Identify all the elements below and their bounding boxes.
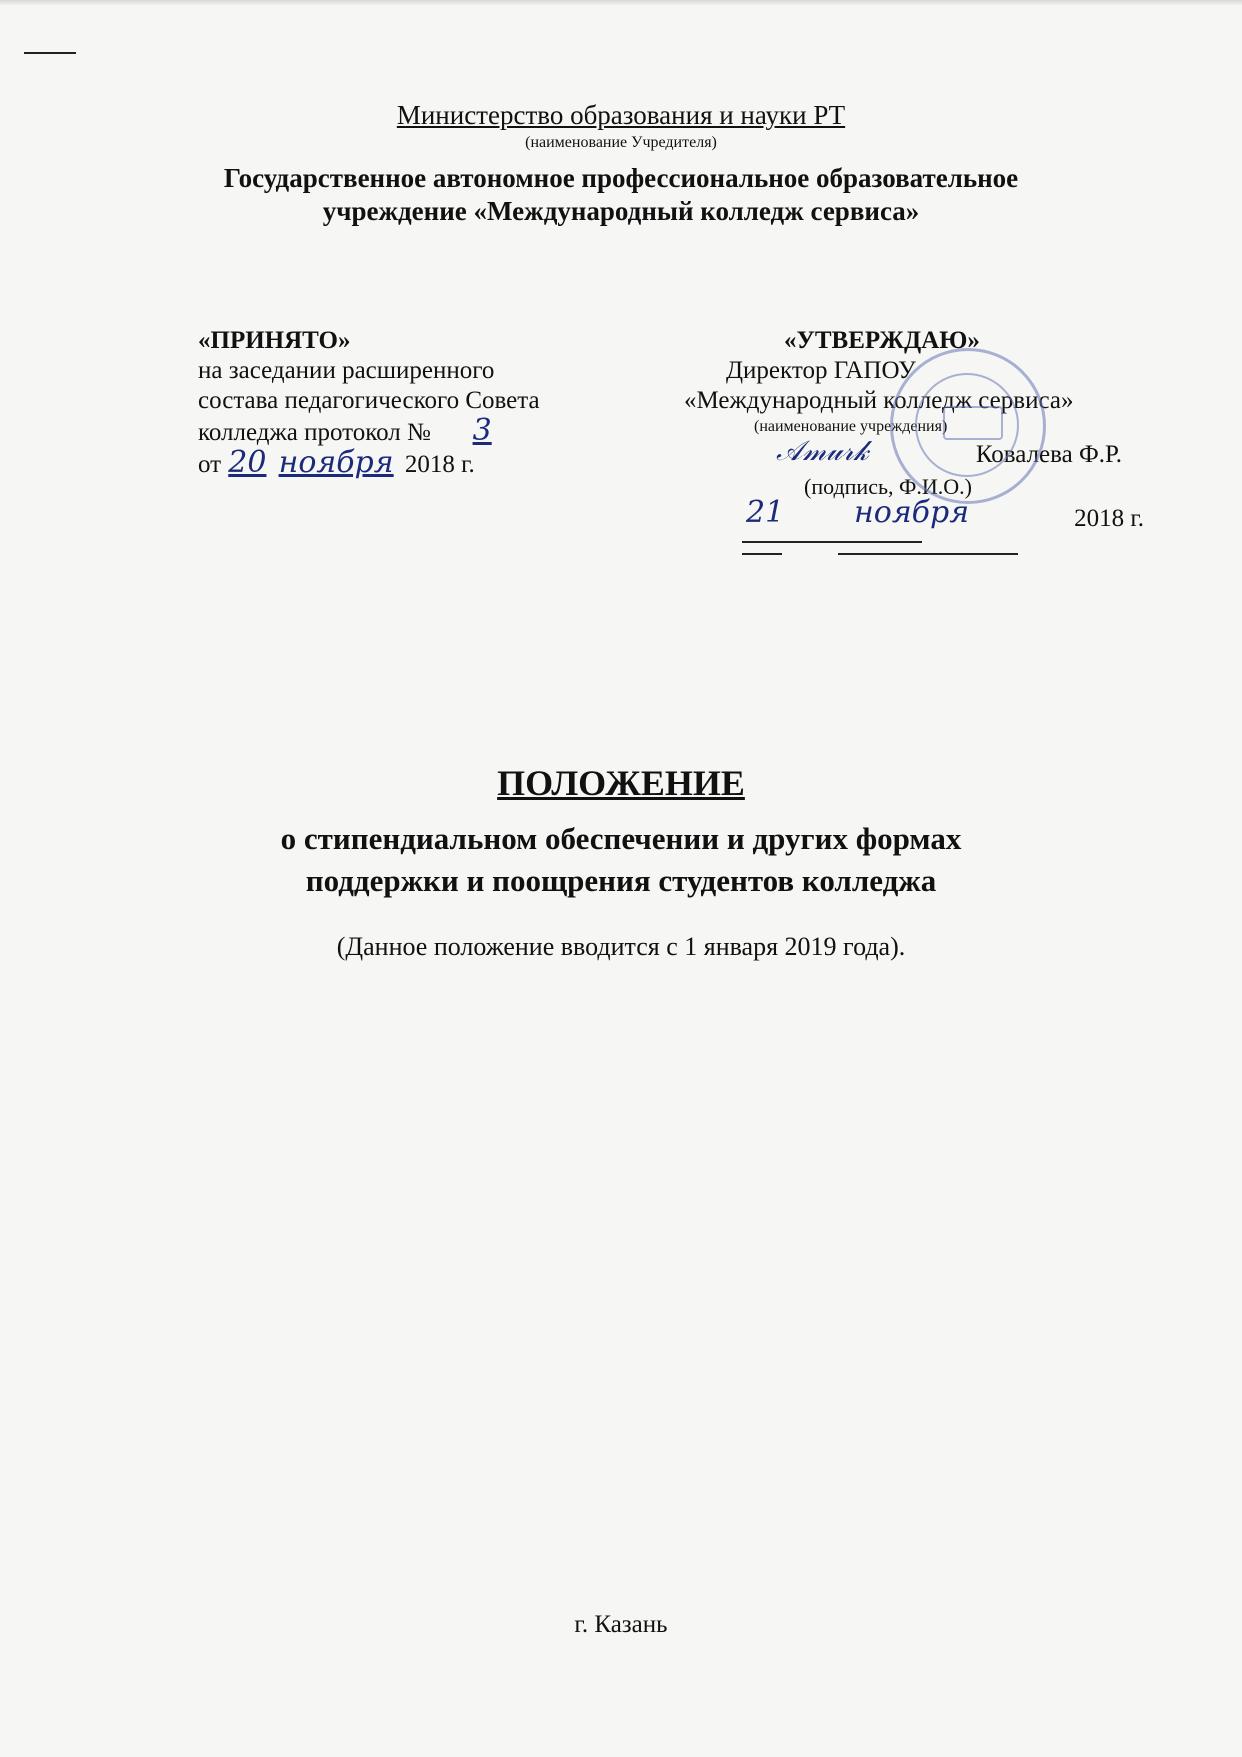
approved-day: 21 [746,495,785,530]
founder-caption: (наименование Учредителя) [525,134,717,151]
approved-heading: «УТВЕРЖДАЮ» [784,327,980,354]
college-seal [890,348,1046,504]
accepted-date-line [198,445,628,480]
approved-month-underline [838,553,1018,555]
subtitle-line-1: о стипендиальном обеспечении и других формах [280,821,962,856]
ministry-name: Министерство образования и науки РТ [396,100,846,130]
accepted-heading: «ПРИНЯТО» [198,327,351,354]
approved-month: ноября [854,495,970,530]
accepted-line-2: состава педагогического Совета [198,387,540,414]
accepted-month: ноября [278,445,394,480]
subtitle-line-2: поддержки и поощрения студентов колледжа [305,863,937,898]
institution-caption: (наименование учреждения) [754,418,948,435]
scan-mark [24,52,76,54]
document-subtitle [0,818,1242,902]
director-name: Ковалева Ф.Р. [975,441,1122,468]
accepted-year: 2018 г. [404,451,475,478]
accepted-block [198,326,628,480]
approved-day-underline [742,553,782,555]
scan-edge [0,0,1242,6]
approved-line-1: Директор ГАПОУ [726,357,916,384]
org-line-1: Государственное автономное профессиональное образовательное [223,163,1019,193]
protocol-line [198,413,628,448]
approved-year: 2018 г. [1074,505,1144,532]
accepted-line-1: на заседании расширенного [198,357,495,384]
org-line-2: учреждение «Международный колледж сервиса» [322,196,920,226]
signature-caption: (подпись, Ф.И.О.) [804,474,972,499]
director-signature-underline [742,541,922,543]
accepted-date-prefix: от [198,451,222,478]
accepted-day: 20 [228,445,267,480]
approved-date-line [684,495,1154,536]
director-signature: 𝒜𝓂𝓊𝓇𝓀 [776,434,869,467]
approved-line-2: «Международный колледж сервиса» [684,387,1074,414]
protocol-number: 3 [472,413,492,448]
document-title: ПОЛОЖЕНИЕ [497,763,745,803]
effective-date-note: (Данное положение вводится с 1 января 2019 года). [336,932,906,961]
protocol-label: колледжа протокол № [198,419,431,446]
city: г. Казань [574,1611,668,1638]
seal-logo [943,406,1003,440]
organization-name [0,162,1242,228]
